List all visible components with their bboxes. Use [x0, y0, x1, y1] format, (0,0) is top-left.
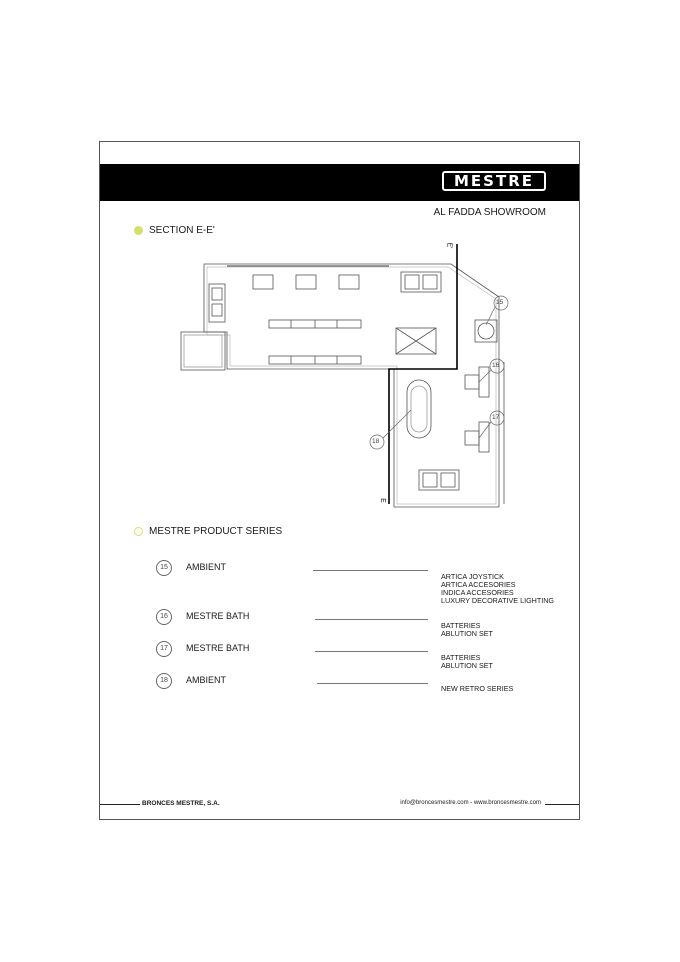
item: ARTICA JOYSTICK — [441, 572, 504, 581]
plan-walls — [204, 264, 499, 507]
section-marker-bottom: E — [378, 498, 386, 503]
mestre-logo: MESTRE — [442, 171, 546, 191]
callout-label: 17 — [492, 414, 500, 421]
document-sheet — [99, 141, 580, 820]
product-row — [156, 641, 576, 670]
column-light — [478, 323, 494, 339]
product-name: AMBIENT — [186, 562, 227, 572]
product-row — [156, 673, 576, 693]
basin — [423, 275, 437, 289]
product-name: MESTRE BATH — [186, 611, 250, 621]
wall-unit-16b — [465, 375, 479, 389]
product-items — [441, 573, 554, 605]
footer-rule-left — [100, 804, 140, 805]
item: INDICA ACCESORIES — [441, 588, 514, 597]
product-name: AMBIENT — [186, 675, 227, 685]
basin — [212, 288, 222, 300]
wall-unit-17b — [465, 431, 479, 445]
item: ABLUTION SET — [441, 629, 493, 638]
header-bar — [100, 164, 579, 201]
display-unit — [296, 275, 316, 289]
item: BATTERIES — [441, 653, 481, 662]
item: ABLUTION SET — [441, 661, 493, 670]
product-name: MESTRE BATH — [186, 643, 250, 653]
wall-unit-16 — [479, 367, 489, 397]
display-unit — [339, 275, 359, 289]
callout-label: 15 — [496, 299, 504, 306]
display-unit — [253, 275, 273, 289]
product-row — [156, 609, 576, 638]
row-number: 15 — [156, 560, 172, 576]
leader-line — [315, 619, 428, 620]
floor-plan-drawing — [179, 242, 509, 512]
leader-line — [315, 651, 428, 652]
series-title: MESTRE PRODUCT SERIES — [149, 526, 283, 537]
leader-line — [313, 570, 428, 571]
row-number: 18 — [156, 673, 172, 689]
footer-contact: info@broncesmestre.com - www.broncesmestre.com — [400, 800, 541, 806]
callout-label: 18 — [372, 438, 380, 445]
annex-room — [181, 332, 225, 370]
section-marker-top: E' — [445, 242, 453, 249]
item: BATTERIES — [441, 621, 481, 630]
row-number: 16 — [156, 609, 172, 625]
row-number: 17 — [156, 641, 172, 657]
product-row — [156, 560, 576, 605]
footer-rule-right — [545, 804, 579, 805]
project-title: AL FADDA SHOWROOM — [433, 207, 546, 218]
item: ARTICA ACCESORIES — [441, 580, 516, 589]
basin — [405, 275, 419, 289]
item: NEW RETRO SERIES — [441, 684, 514, 693]
section-title: SECTION E-E' — [149, 225, 215, 236]
series-heading — [134, 526, 282, 537]
footer-company: BRONCES MESTRE, S.A. — [142, 800, 220, 807]
item: LUXURY DECORATIVE LIGHTING — [441, 596, 555, 605]
basin — [212, 304, 222, 316]
annex-inner — [184, 335, 222, 367]
callout-label: 16 — [492, 362, 500, 369]
leader-line — [317, 683, 428, 684]
product-items — [441, 654, 493, 670]
section-heading — [134, 225, 215, 236]
product-items — [441, 622, 493, 638]
bullet-dot-icon — [134, 527, 143, 536]
plan-inner-walls — [207, 267, 496, 504]
product-items — [441, 685, 513, 693]
bullet-dot-icon — [134, 226, 143, 235]
